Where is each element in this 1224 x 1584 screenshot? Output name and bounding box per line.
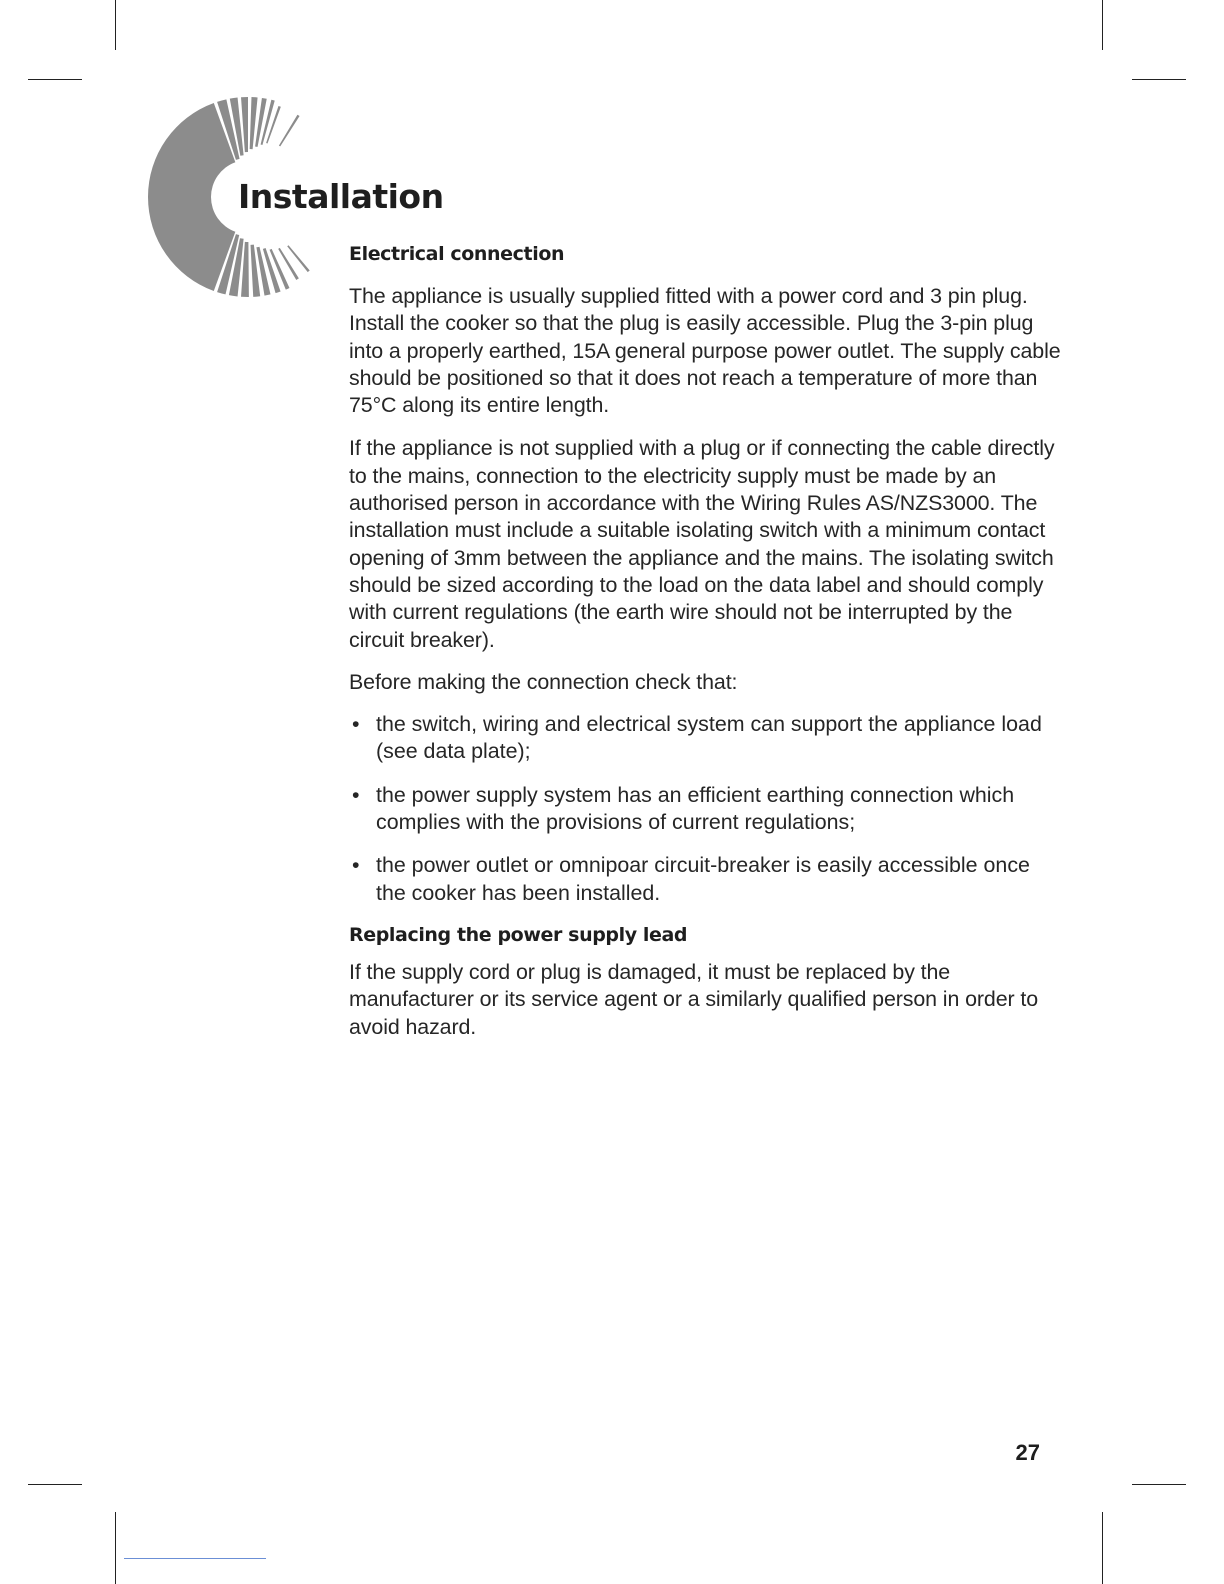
page-number: 27: [1015, 1440, 1040, 1465]
list-item-text: the power outlet or omnipoar circuit-breaker is easily accessible once the cooker has been installed.: [376, 853, 1030, 905]
crop-mark-bottom-right-vertical: [1102, 1512, 1103, 1584]
heading-electrical-connection: Electrical connection: [349, 243, 565, 265]
paragraph-replacing-lead: If the supply cord or plug is damaged, it must be replaced by the manufacturer or its service agent or a similarly qualified person in order to avoid hazard.: [349, 959, 1039, 1039]
list-item: [349, 782, 1061, 837]
list-item-text: the power supply system has an efficient earthing connection which complies with the provisions of current regulations;: [376, 782, 1015, 835]
section-title: Installation: [238, 176, 448, 218]
heading-replacing-lead: Replacing the power supply lead: [349, 923, 688, 946]
checklist: [349, 711, 1061, 907]
crop-mark-top-left-vertical: [115, 0, 116, 50]
logo-ray: [279, 115, 300, 147]
bullet-icon: •: [352, 853, 360, 878]
crop-mark-top-right-horizontal: [1132, 79, 1186, 80]
paragraph-power-cord: The appliance is usually supplied fitted with a power cord and 3 pin plug. Install the cooker so that the plug is easily accessible. Plug the 3-pin plug into a properly earthed, 15A general purpose power outlet. The supply cable should be positioned so that it does not reach a temperature of more than 75°C along its entire length.: [349, 284, 1061, 418]
crop-mark-top-right-vertical: [1102, 0, 1103, 50]
bullet-icon: •: [352, 782, 360, 807]
list-item-text: the switch, wiring and electrical system can support the appliance load (see data plate);: [376, 712, 1042, 764]
crop-mark-top-left-horizontal: [28, 79, 82, 80]
logo-ray: [255, 98, 267, 147]
paragraph-check-intro: Before making the connection check that:: [349, 669, 738, 694]
list-item: [349, 852, 1061, 907]
main-content: [349, 236, 1061, 1041]
logo-ray: [266, 106, 281, 143]
crop-mark-bottom-left-vertical: [115, 1512, 116, 1584]
logo-arc: [148, 103, 235, 291]
list-item: [349, 711, 1061, 766]
crop-mark-bottom-left-horizontal: [28, 1484, 82, 1485]
bottom-rule: [124, 1558, 266, 1559]
bullet-icon: •: [352, 712, 360, 737]
paragraph-mains-connection: If the appliance is not supplied with a plug or if connecting the cable directly to the mains, connection to the electricity supply must be made by an authorised person in accordance with the Wiring Rules AS/NZS3000. The installation must include a suitable isolating switch with a minimum contact opening of 3mm between the appliance and the mains. The isolating switch should be sized according to the load on the data label and should comply with current regulations (the earth wire should not be interrupted by the circuit breaker).: [349, 436, 1055, 652]
crop-mark-bottom-right-horizontal: [1132, 1484, 1186, 1485]
